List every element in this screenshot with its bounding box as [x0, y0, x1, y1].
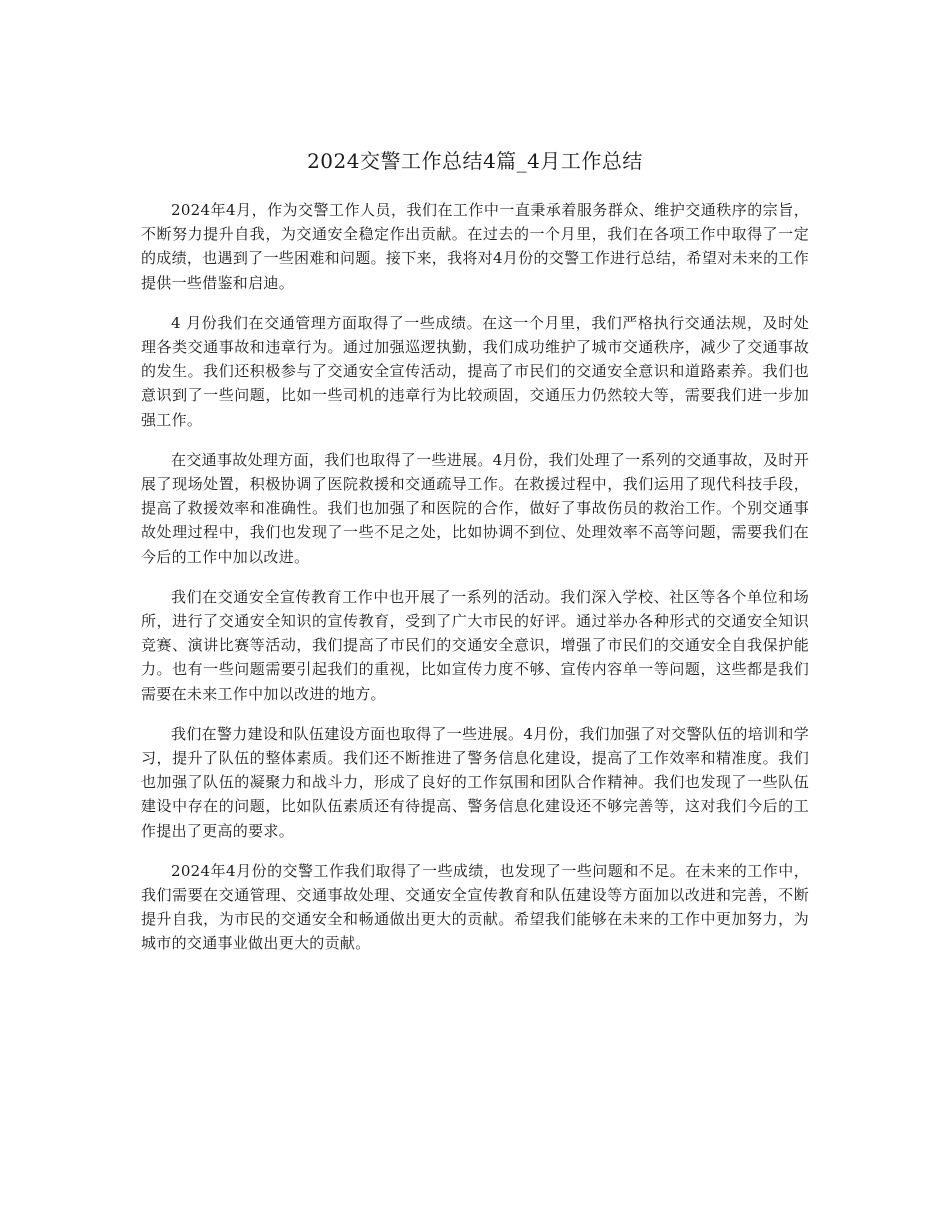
paragraph-team-building: 我们在警力建设和队伍建设方面也取得了一些进展。4月份，我们加强了对交警队伍的培训和学习，提升了队伍的整体素质。我们还不断推进了警务信息化建设，提高了工作效率和精准度。我们也加强了队伍的凝聚力和战斗力，形成了良好的工作氛围和团队合作精神。我们也发现了一些队伍建设中存在的问题，比如队伍素质还有待提高、警务信息化建设还不够完善等，这对我们今后的工作提出了更高的要求。	[141, 724, 809, 840]
document-title: 2024交警工作总结4篇_4月工作总结	[307, 149, 643, 173]
paragraph-accident-handling: 在交通事故处理方面，我们也取得了一些进展。4月份，我们处理了一系列的交通事故，及时开展了现场处置，积极协调了医院救援和交通疏导工作。在救援过程中，我们运用了现代科技手段，提高了救援效率和准确性。我们也加强了和医院的合作，做好了事故伤员的救治工作。个别交通事故处理过程中，我们也发现了一些不足之处，比如协调不到位、处理效率不高等问题，需要我们在今后的工作中加以改进。	[141, 450, 809, 566]
paragraph-conclusion: 2024年4月份的交警工作我们取得了一些成绩，也发现了一些问题和不足。在未来的工作中，我们需要在交通管理、交通事故处理、交通安全宣传教育和队伍建设等方面加以改进和完善，不断提升自我，为市民的交通安全和畅通做出更大的贡献。希望我们能够在未来的工作中更加努力，为城市的交通事业做出更大的贡献。	[141, 861, 809, 953]
paragraph-traffic-management: 4 月份我们在交通管理方面取得了一些成绩。在这一个月里，我们严格执行交通法规，及时处理各类交通事故和违章行为。通过加强巡逻执勤，我们成功维护了城市交通秩序，减少了交通事故的发生。我们还积极参与了交通安全宣传活动，提高了市民们的交通安全意识和道路素养。我们也意识到了一些问题，比如一些司机的违章行为比较顽固，交通压力仍然较大等，需要我们进一步加强工作。	[141, 313, 809, 429]
paragraph-intro: 2024年4月，作为交警工作人员，我们在工作中一直秉承着服务群众、维护交通秩序的宗旨，不断努力提升自我，为交通安全稳定作出贡献。在过去的一个月里，我们在各项工作中取得了一定的成绩，也遇到了一些困难和问题。接下来，我将对4月份的交警工作进行总结，希望对未来的工作提供一些借鉴和启迪。	[141, 201, 809, 292]
paragraph-safety-education: 我们在交通安全宣传教育工作中也开展了一系列的活动。我们深入学校、社区等各个单位和场所，进行了交通安全知识的宣传教育，受到了广大市民的好评。通过举办各种形式的交通安全知识竞赛、演讲比赛等活动，我们提高了市民们的交通安全意识，增强了市民们的交通安全自我保护能力。也有一些问题需要引起我们的重视，比如宣传力度不够、宣传内容单一等问题，这些都是我们需要在未来工作中加以改进的地方。	[141, 587, 809, 703]
document-page	[141, 146, 809, 972]
